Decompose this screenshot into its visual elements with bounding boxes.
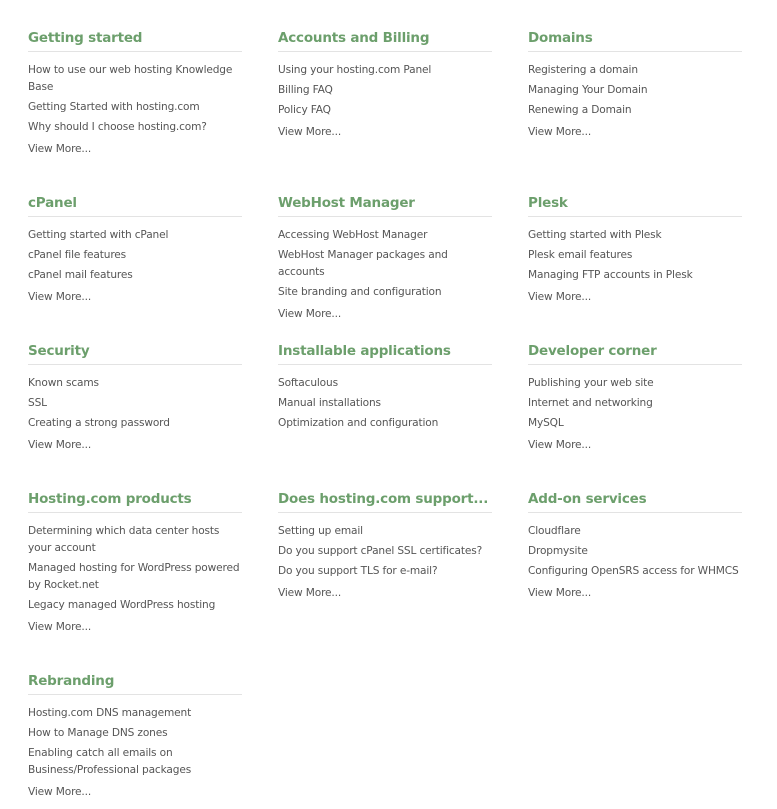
article-link[interactable]: cPanel file features (28, 249, 127, 261)
view-more-link[interactable]: View More... (528, 439, 592, 451)
section-installable-applications (278, 342, 492, 435)
section-accounts-and-billing (278, 29, 492, 141)
view-more-link[interactable]: View More... (28, 621, 92, 633)
section-rebranding (28, 672, 242, 801)
article-link[interactable]: How to use our web hosting Knowledge Base (28, 64, 233, 93)
view-more-link[interactable]: View More... (278, 126, 342, 138)
section-title[interactable]: Security (28, 342, 242, 365)
view-more-link[interactable]: View More... (28, 786, 92, 798)
article-link[interactable]: WebHost Manager packages and accounts (278, 249, 448, 278)
section-does-hosting-support (278, 490, 492, 602)
article-link[interactable]: Managed hosting for WordPress powered by Rocket.net (28, 562, 240, 591)
section-hosting-products (28, 490, 242, 636)
article-link[interactable]: Publishing your web site (528, 377, 654, 389)
article-link[interactable]: Renewing a Domain (528, 104, 632, 116)
article-link[interactable]: Legacy managed WordPress hosting (28, 599, 216, 611)
article-link[interactable]: Dropmysite (528, 545, 588, 557)
article-link[interactable]: Setting up email (278, 525, 363, 537)
view-more-link[interactable]: View More... (528, 291, 592, 303)
view-more-link[interactable]: View More... (278, 308, 342, 320)
article-link[interactable]: Configuring OpenSRS access for WHMCS (528, 565, 739, 577)
article-link[interactable]: Registering a domain (528, 64, 638, 76)
article-link[interactable]: Internet and networking (528, 397, 653, 409)
article-link[interactable]: cPanel mail features (28, 269, 133, 281)
section-getting-started (28, 29, 242, 158)
article-link[interactable]: Creating a strong password (28, 417, 170, 429)
section-developer-corner (528, 342, 742, 454)
section-webhost-manager (278, 194, 492, 323)
section-add-on-services (528, 490, 742, 602)
article-link[interactable]: Known scams (28, 377, 99, 389)
section-title[interactable]: Plesk (528, 194, 742, 217)
article-link[interactable]: Managing Your Domain (528, 84, 648, 96)
section-title[interactable]: Add-on services (528, 490, 742, 513)
article-link[interactable]: Do you support TLS for e-mail? (278, 565, 438, 577)
view-more-link[interactable]: View More... (528, 126, 592, 138)
article-link[interactable]: SSL (28, 397, 47, 409)
section-title[interactable]: Hosting.com products (28, 490, 242, 513)
article-link[interactable]: Billing FAQ (278, 84, 333, 96)
article-link[interactable]: Enabling catch all emails on Business/Professional packages (28, 747, 192, 776)
section-title[interactable]: Does hosting.com support... (278, 490, 492, 513)
article-link[interactable]: Why should I choose hosting.com? (28, 121, 207, 133)
article-link[interactable]: Cloudflare (528, 525, 581, 537)
article-link[interactable]: Site branding and configuration (278, 286, 442, 298)
section-title[interactable]: Installable applications (278, 342, 492, 365)
section-title[interactable]: Developer corner (528, 342, 742, 365)
article-link[interactable]: Managing FTP accounts in Plesk (528, 269, 693, 281)
article-link[interactable]: Optimization and configuration (278, 417, 439, 429)
article-link[interactable]: Manual installations (278, 397, 381, 409)
section-security (28, 342, 242, 454)
view-more-link[interactable]: View More... (28, 291, 92, 303)
view-more-link[interactable]: View More... (528, 587, 592, 599)
section-title[interactable]: Rebranding (28, 672, 242, 695)
article-link[interactable]: Policy FAQ (278, 104, 331, 116)
section-plesk (528, 194, 742, 306)
article-link[interactable]: Accessing WebHost Manager (278, 229, 428, 241)
section-title[interactable]: Getting started (28, 29, 242, 52)
view-more-link[interactable]: View More... (28, 143, 92, 155)
article-link[interactable]: Plesk email features (528, 249, 633, 261)
section-title[interactable]: Domains (528, 29, 742, 52)
article-link[interactable]: How to Manage DNS zones (28, 727, 168, 739)
view-more-link[interactable]: View More... (278, 587, 342, 599)
article-link[interactable]: Getting started with cPanel (28, 229, 169, 241)
view-more-link[interactable]: View More... (28, 439, 92, 451)
article-link[interactable]: MySQL (528, 417, 564, 429)
article-link[interactable]: Softaculous (278, 377, 338, 389)
section-title[interactable]: WebHost Manager (278, 194, 492, 217)
section-title[interactable]: Accounts and Billing (278, 29, 492, 52)
article-link[interactable]: Hosting.com DNS management (28, 707, 192, 719)
article-link[interactable]: Do you support cPanel SSL certificates? (278, 545, 483, 557)
article-link[interactable]: Using your hosting.com Panel (278, 64, 432, 76)
article-link[interactable]: Getting started with Plesk (528, 229, 662, 241)
section-domains (528, 29, 742, 141)
section-title[interactable]: cPanel (28, 194, 242, 217)
section-cpanel (28, 194, 242, 306)
article-link[interactable]: Determining which data center hosts your account (28, 525, 220, 554)
article-link[interactable]: Getting Started with hosting.com (28, 101, 200, 113)
